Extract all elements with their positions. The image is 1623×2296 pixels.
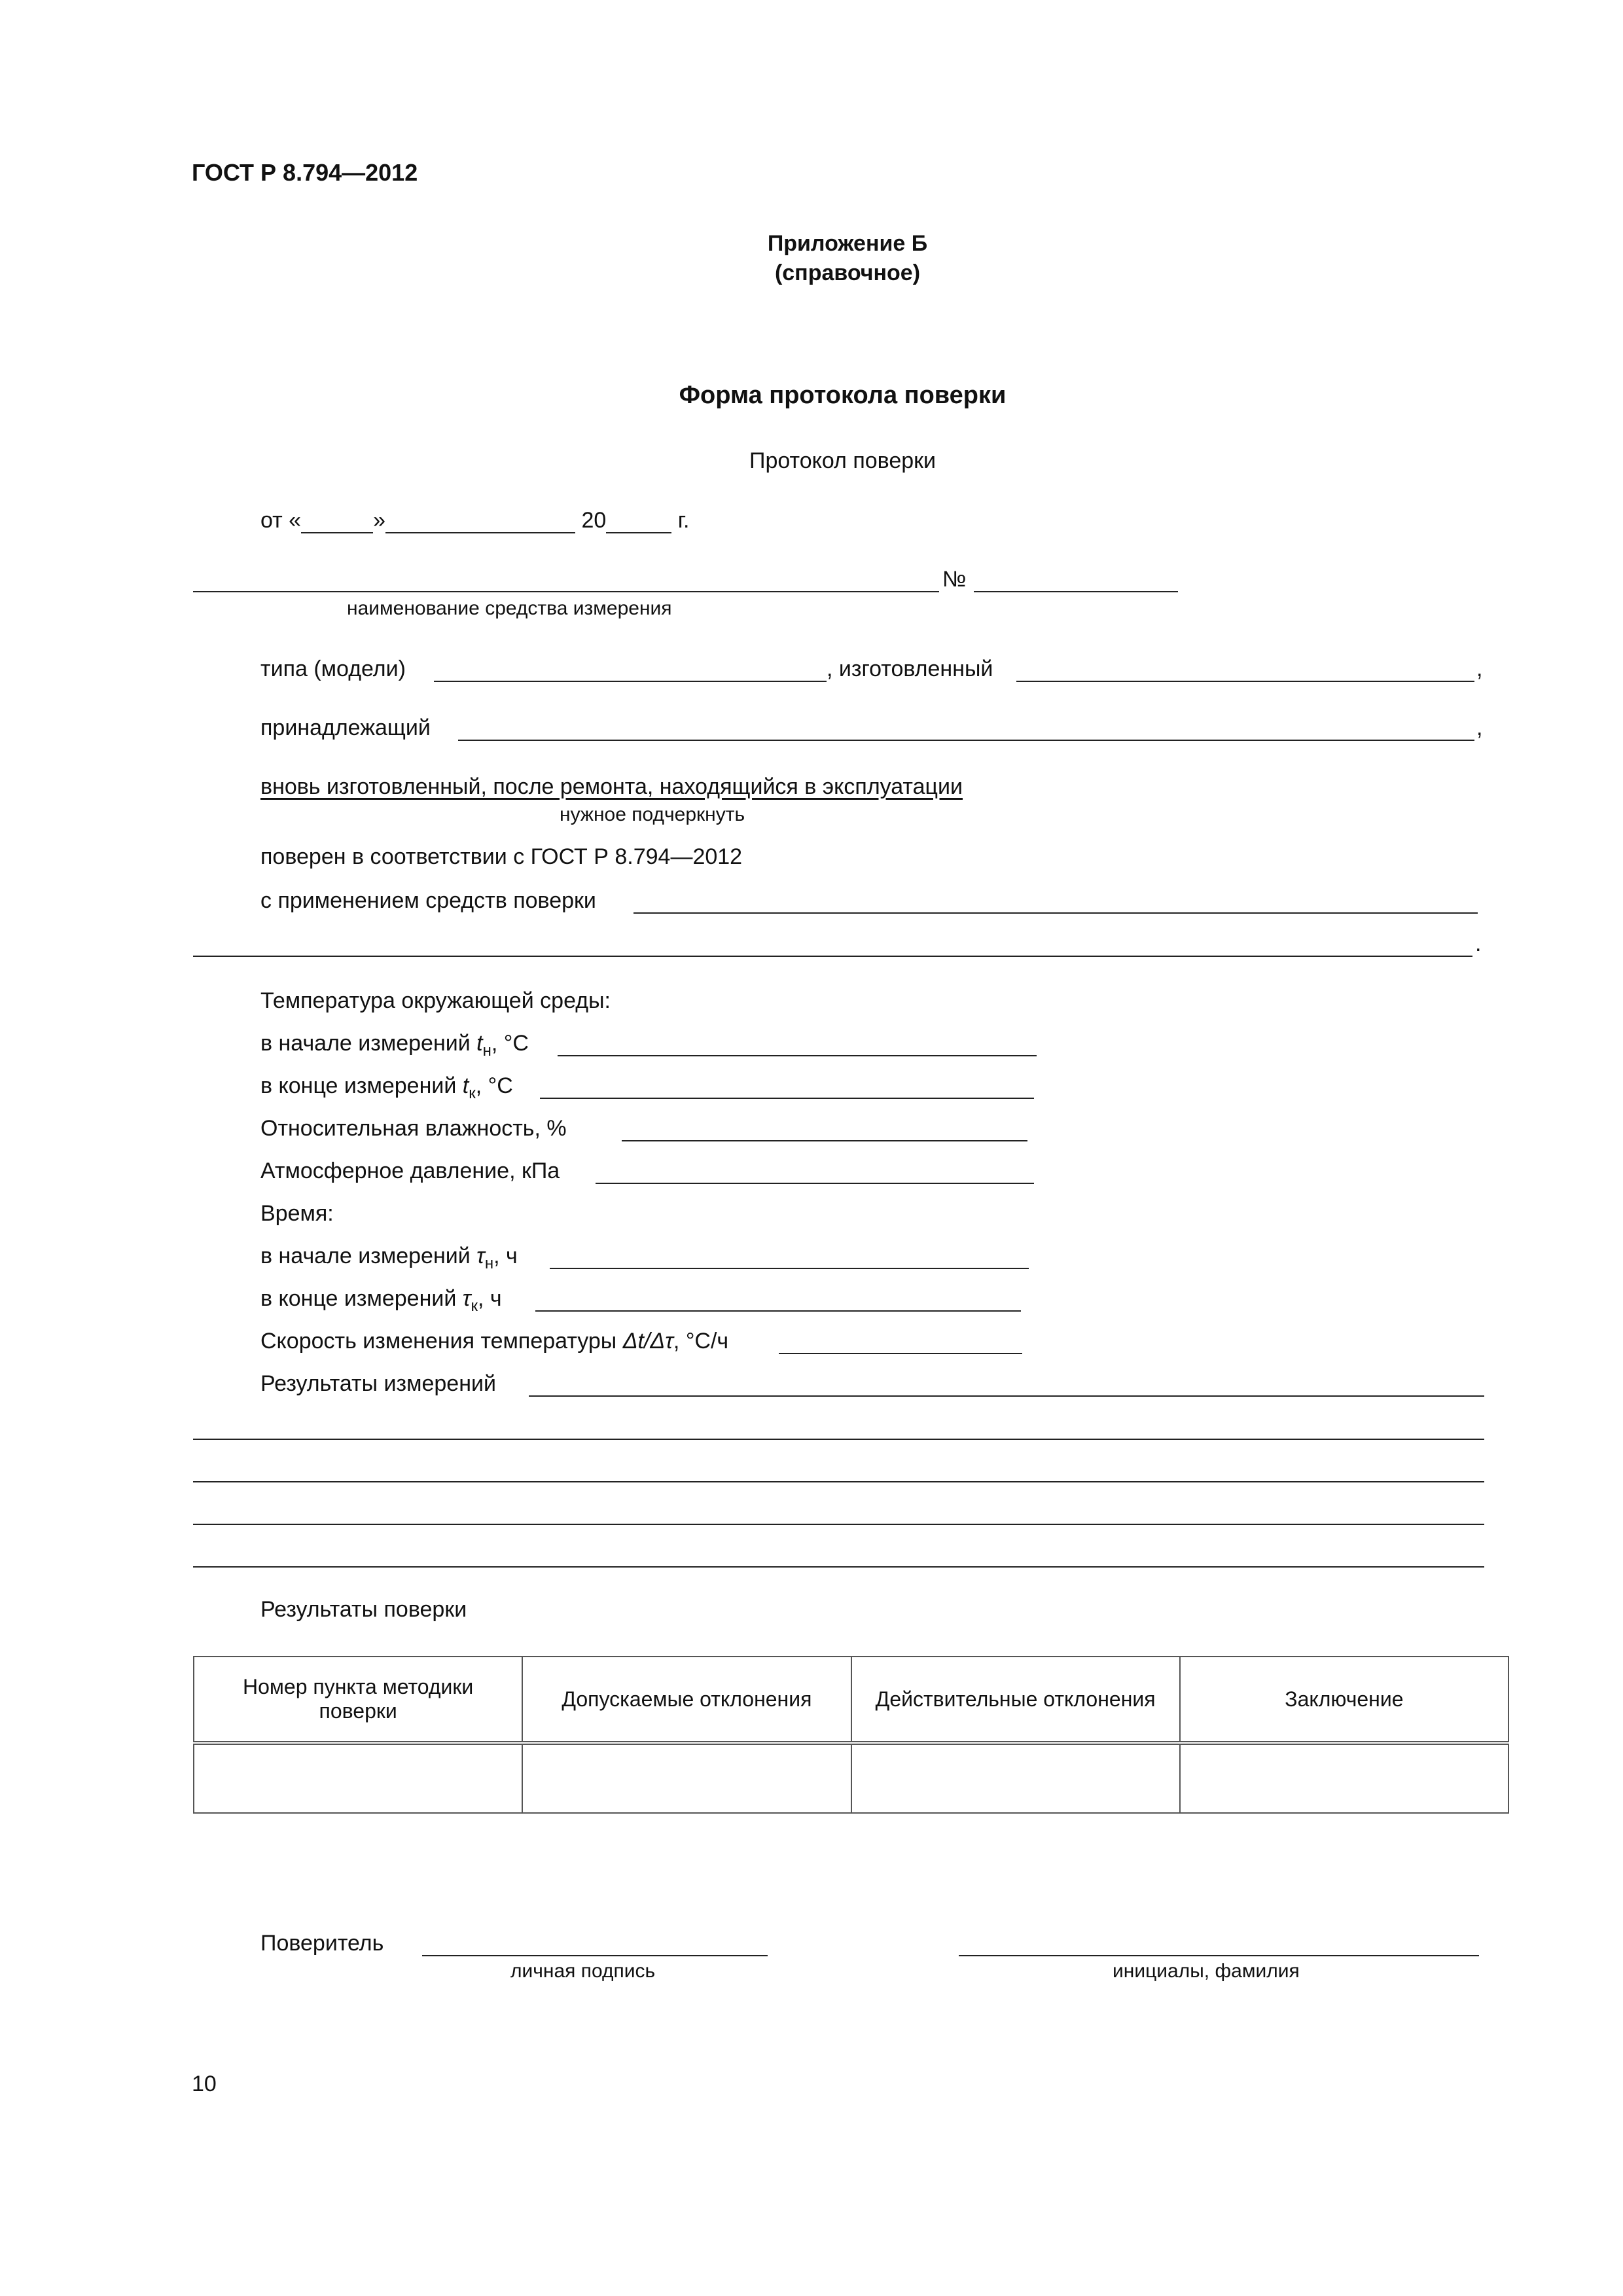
end-temperature-field[interactable] [540,1098,1034,1099]
table-header-row [194,1657,1508,1743]
equipment-field-continued[interactable] [193,956,1472,957]
signature-field[interactable] [422,1955,768,1956]
measurement-results-field[interactable] [529,1395,1484,1397]
owner-line-end: , [1476,715,1483,740]
table-cell[interactable] [851,1743,1180,1813]
standard-number: ГОСТ Р 8.794—2012 [192,159,418,186]
end-time-field[interactable] [535,1310,1021,1312]
instrument-name-field[interactable] [193,591,939,592]
column-header: Допускаемые отклонения [522,1657,851,1743]
verification-results-table [193,1656,1509,1814]
table-cell[interactable] [1180,1743,1508,1813]
appendix-type: (справочное) [774,260,921,285]
type-field[interactable] [434,681,827,682]
pressure-field[interactable] [596,1183,1034,1184]
day-field[interactable] [301,510,373,533]
manufacturer-field[interactable] [1016,681,1474,682]
rate-field[interactable] [779,1353,1022,1354]
end-time-label: в конце измерений $\tau_к$, ч [260,1286,502,1315]
appendix-title: Приложение Б [767,231,928,256]
verifier-label: Поверитель [260,1931,384,1956]
state-caption: нужное подчеркнуть [560,804,745,825]
equipment-line-end: . [1475,931,1482,956]
state-options[interactable]: вновь изготовленный, после ремонта, находящийся в эксплуатации [260,774,963,799]
measurement-results-line-4[interactable] [193,1524,1484,1525]
measurement-results-label: Результаты измерений [260,1371,496,1396]
equipment-field[interactable] [633,912,1478,914]
instrument-number-field[interactable] [974,591,1178,592]
type-label: типа (модели) [260,656,406,681]
measurement-results-line-3[interactable] [193,1481,1484,1482]
ambient-temperature-heading: Температура окружающей среды: [260,988,611,1013]
measurement-results-line-2[interactable] [193,1439,1484,1440]
table-cell[interactable] [522,1743,851,1813]
column-header: Заключение [1180,1657,1508,1743]
type-line-end: , [1476,656,1483,681]
number-label: № [942,567,967,592]
humidity-label: Относительная влажность, % [260,1116,567,1141]
start-temperature-field[interactable] [558,1055,1037,1056]
name-field[interactable] [959,1955,1479,1956]
instrument-caption: наименование средства измерения [347,598,672,619]
end-temperature-label: в конце измерений $t_к$, °C [260,1073,513,1102]
page-number: 10 [192,2072,217,2096]
table-cell[interactable] [194,1743,522,1813]
owner-label: принадлежащий [260,715,431,740]
start-time-label: в начале измерений $\tau_н$, ч [260,1244,518,1272]
protocol-title: Протокол поверки [749,448,936,473]
owner-field[interactable] [458,740,1474,741]
date-line: от « » 20 г. [260,508,690,533]
start-temperature-label: в начале измерений $t_н$, °C [260,1031,529,1060]
made-label: , изготовленный [827,656,993,681]
rate-label: Скорость изменения температуры Δt/Δτ, °C/ч [260,1329,729,1354]
year-field[interactable] [606,510,671,533]
start-time-field[interactable] [550,1268,1029,1269]
verified-by-text: поверен в соответствии с ГОСТ Р 8.794—2012 [260,844,743,869]
table-row [194,1743,1508,1813]
time-heading: Время: [260,1201,334,1226]
month-field[interactable] [385,510,575,533]
column-header: Номер пункта методики поверки [194,1657,522,1743]
form-title: Форма протокола поверки [679,382,1007,409]
verification-results-heading: Результаты поверки [260,1597,467,1622]
pressure-label: Атмосферное давление, кПа [260,1158,560,1183]
signature-caption: личная подпись [510,1960,656,1982]
column-header: Действительные отклонения [851,1657,1180,1743]
measurement-results-line-5[interactable] [193,1566,1484,1568]
name-caption: инициалы, фамилия [1113,1960,1300,1982]
equipment-label: с применением средств поверки [260,888,596,913]
humidity-field[interactable] [622,1140,1027,1141]
